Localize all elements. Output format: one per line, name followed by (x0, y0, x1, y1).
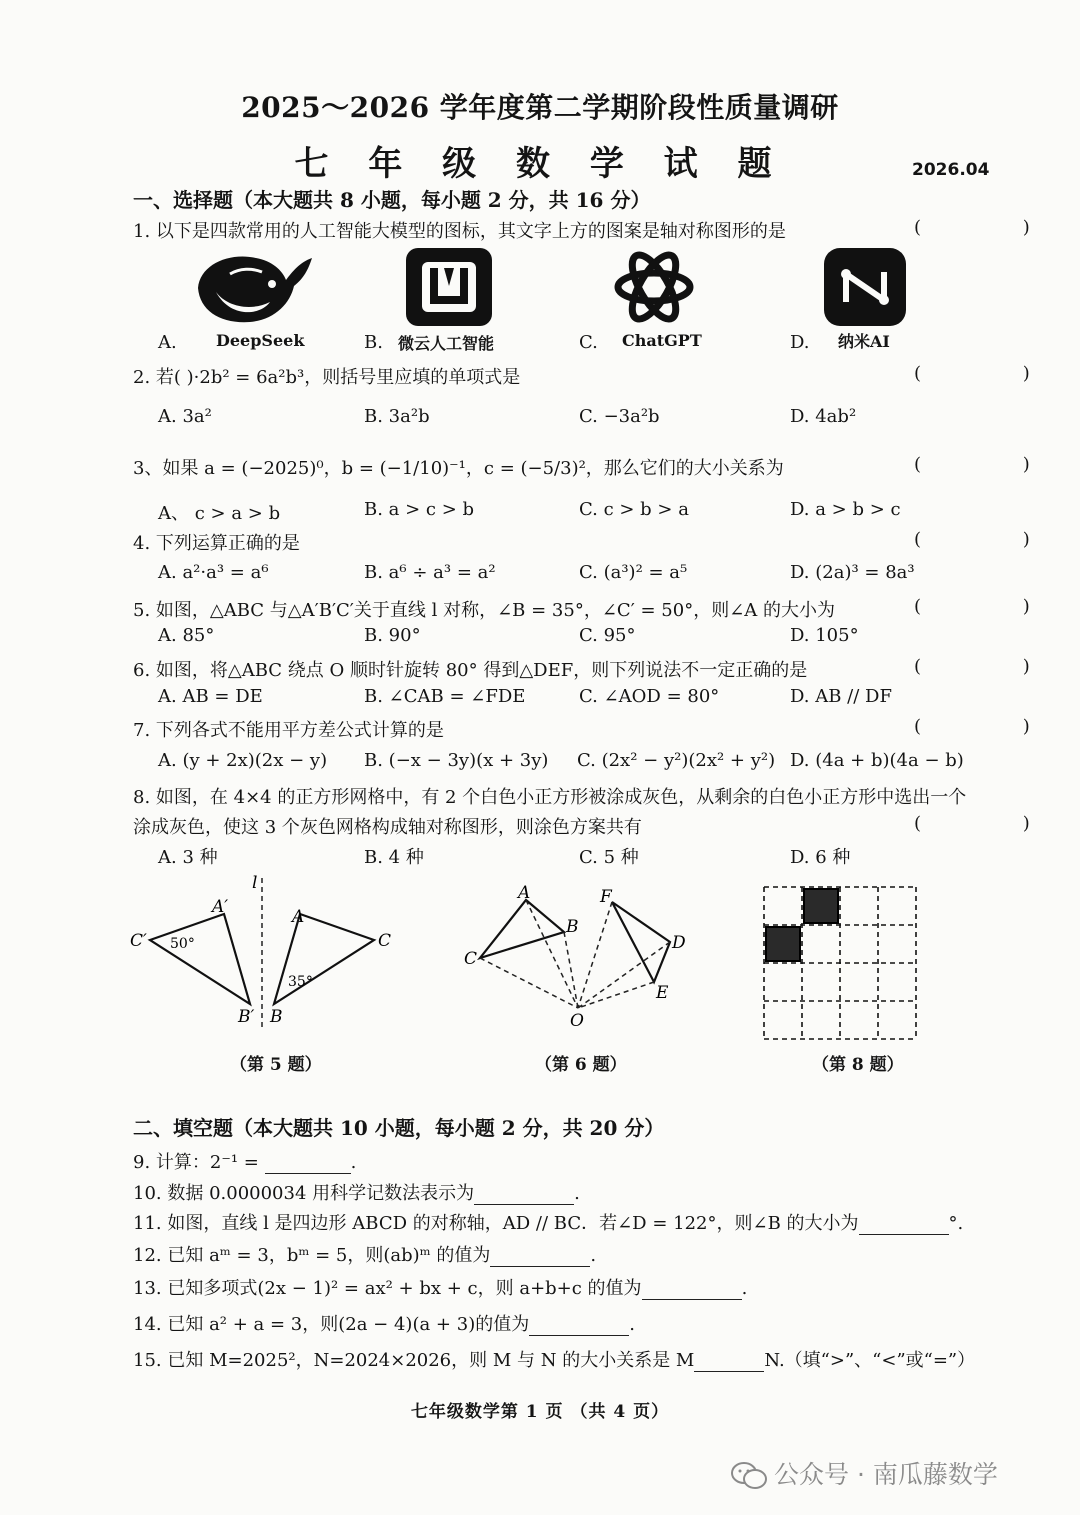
q2-option-d: D. 4ab² (790, 406, 857, 427)
shaded-cell (766, 927, 800, 961)
q12-end: . (590, 1245, 597, 1266)
q13 (133, 1274, 747, 1300)
q4-option-b: B. a⁶ ÷ a³ = a² (364, 562, 496, 583)
q5-option-d: D. 105° (790, 625, 859, 646)
q4-stem: 4. 下列运算正确的是 (133, 533, 300, 554)
figure-5-caption: （第 5 题） (230, 1055, 322, 1075)
q10-end: . (574, 1183, 580, 1204)
q12 (133, 1241, 596, 1267)
q4-option-c: C. (a³)² = a⁵ (579, 562, 688, 583)
triangle-def (612, 902, 670, 982)
label-l: l (252, 873, 258, 893)
q15-text: 15. 已知 M=2025²，N=2024×2026，则 M 与 N 的大小关系是 M (133, 1350, 695, 1371)
q3-option-c: C. c > b > a (579, 499, 689, 520)
label-f: F (600, 887, 612, 907)
label-a: A (518, 883, 531, 903)
q14-text: 14. 已知 a² + a = 3，则(2a − 4)(a + 3)的值为 (133, 1314, 530, 1335)
q8-option-a: A. 3 种 (158, 847, 218, 868)
figure-5 (128, 872, 408, 1032)
q8-option-d: D. 6 种 (790, 847, 851, 868)
label-e: E (656, 983, 669, 1003)
q5-option-c: C. 95° (579, 625, 636, 646)
q5-stem: 5. 如图，△ABC 与△A′B′C′关于直线 l 对称，∠B = 35°，∠C′ = 50°，则∠A 的大小为 (133, 600, 836, 621)
q8-stem-line2: 涂成灰色，使这 3 个灰色网格构成轴对称图形，则涂色方案共有 (133, 817, 642, 838)
q10-blank[interactable] (474, 1186, 574, 1205)
q3-answer-bracket: ( ) (914, 454, 1078, 475)
q12-blank[interactable] (490, 1248, 590, 1267)
label-a1: A′ (212, 897, 229, 917)
figure-6-caption: （第 6 题） (535, 1055, 627, 1075)
exam-subtitle: 七 年 级 数 学 试 题 (294, 144, 786, 184)
q15 (133, 1346, 975, 1372)
q8-answer-bracket: ( ) (914, 813, 1078, 834)
q3-stem: 3、如果 a = (−2025)⁰，b = (−1/10)⁻¹，c = (−5/3)²，那么它们的大小关系为 (133, 458, 784, 479)
q2-option-a: A. 3a² (158, 406, 212, 427)
q13-end: . (741, 1278, 748, 1299)
exam-date: 2026.04 (912, 160, 990, 180)
q1-option-c-letter: C. (579, 332, 598, 353)
shaded-cell (804, 889, 838, 923)
figure-8-grid (760, 884, 922, 1042)
q1-option-d-text: 纳米AI (838, 332, 890, 351)
q1-stem: 1. 以下是四款常用的人工智能大模型的图标，其文字上方的图案是轴对称图形的是 (133, 221, 786, 242)
q11 (133, 1209, 963, 1235)
q13-blank[interactable] (642, 1281, 742, 1300)
section2-heading: 二、填空题（本大题共 10 小题，每小题 2 分，共 20 分） (133, 1116, 665, 1140)
q1-option-a-letter: A. (158, 332, 177, 353)
triangle-a1b1c1 (150, 914, 250, 1004)
watermark-text: 公众号 · 南瓜藤数学 (774, 1460, 998, 1489)
q10-text: 10. 数据 0.0000034 用科学记数法表示为 (133, 1183, 475, 1204)
q4-option-d: D. (2a)³ = 8a³ (790, 562, 915, 583)
q7-answer-bracket: ( ) (914, 716, 1078, 737)
q15-end: N.（填“>”、“<”或“=”） (764, 1350, 976, 1371)
q1-option-a-text: DeepSeek (216, 331, 305, 350)
q14 (133, 1310, 635, 1336)
q6-answer-bracket: ( ) (914, 656, 1078, 677)
q9-text: 9. 计算：2⁻¹ = (133, 1152, 265, 1173)
page-footer: 七年级数学第 1 页 （共 4 页） (410, 1402, 670, 1422)
deepseek-whale-icon (190, 246, 320, 328)
wechat-icon (730, 1461, 768, 1491)
figure-6 (460, 880, 700, 1030)
q2-stem: 2. 若( )·2b² = 6a²b³，则括号里应填的单项式是 (133, 367, 521, 388)
label-b: B (566, 917, 579, 937)
q6-option-b: B. ∠CAB = ∠FDE (364, 686, 526, 707)
q14-end: . (629, 1314, 635, 1335)
q3-option-a: A、 c > a > b (158, 503, 281, 524)
q7-option-a: A. (y + 2x)(2x − y) (158, 750, 328, 771)
nami-ai-logo-icon (822, 246, 908, 328)
q1-option-d-letter: D. (790, 332, 810, 353)
q8-stem: 8. 如图，在 4×4 的正方形网格中，有 2 个白色小正方形被涂成灰色，从剩余的白色小正方形中选出一个 (133, 787, 967, 808)
q5-answer-bracket: ( ) (914, 596, 1078, 617)
q6-option-c: C. ∠AOD = 80° (579, 686, 720, 707)
watermark (730, 1455, 998, 1491)
q11-text: 11. 如图，直线 l 是四边形 ABCD 的对称轴，AD // BC．若∠D = 122°，则∠B 的大小为 (133, 1213, 859, 1234)
q4-answer-bracket: ( ) (914, 529, 1078, 550)
label-c: C (378, 931, 392, 951)
q7-stem: 7. 下列各式不能用平方差公式计算的是 (133, 720, 444, 741)
q7-option-c: C. (2x² − y²)(2x² + y²) (577, 750, 776, 771)
label-c: C (464, 949, 478, 969)
q5-option-a: A. 85° (158, 625, 215, 646)
label-a: A (292, 907, 305, 927)
q1-option-b-letter: B. (364, 332, 383, 353)
triangle-abc (274, 914, 374, 1004)
q9 (133, 1148, 356, 1174)
q8-option-b: B. 4 种 (364, 847, 424, 868)
weiyun-logo-icon (404, 246, 494, 328)
chatgpt-knot-icon (608, 246, 700, 328)
q12-text: 12. 已知 aᵐ = 3，bᵐ = 5，则(ab)ᵐ 的值为 (133, 1245, 491, 1266)
q14-blank[interactable] (529, 1317, 629, 1336)
q13-text: 13. 已知多项式(2x − 1)² = ax² + bx + c，则 a+b+c 的值为 (133, 1278, 642, 1299)
q2-option-c: C. −3a²b (579, 406, 660, 427)
q1-option-c-text: ChatGPT (622, 331, 702, 350)
label-o: O (570, 1011, 584, 1030)
label-c1: C′ (130, 931, 147, 951)
label-b: B (270, 1007, 283, 1027)
q8-option-c: C. 5 种 (579, 847, 639, 868)
q1-answer-bracket: ( ) (914, 217, 1078, 238)
q6-stem: 6. 如图，将△ABC 绕点 O 顺时针旋转 80° 得到△DEF，则下列说法不一定正确的是 (133, 660, 808, 681)
triangle-abc (480, 900, 564, 958)
q6-option-a: A. AB = DE (158, 686, 263, 707)
figure-8-caption: （第 8 题） (812, 1055, 904, 1075)
angle-35: 35° (288, 974, 313, 990)
q7-option-b: B. (−x − 3y)(x + 3y) (364, 750, 549, 771)
q10 (133, 1179, 580, 1205)
q15-blank[interactable] (694, 1353, 764, 1372)
q1-option-b-text: 微云人工智能 (398, 334, 495, 353)
angle-50: 50° (170, 936, 195, 952)
q5-option-b: B. 90° (364, 625, 421, 646)
q3-option-d: D. a > b > c (790, 499, 901, 520)
label-d: D (672, 933, 686, 953)
q6-option-d: D. AB // DF (790, 686, 892, 707)
q4-option-a: A. a²·a³ = a⁶ (158, 562, 269, 583)
q7-option-d: D. (4a + b)(4a − b) (790, 750, 964, 771)
section1-heading: 一、选择题（本大题共 8 小题，每小题 2 分，共 16 分） (133, 188, 651, 212)
q9-end: . (350, 1152, 357, 1173)
q3-option-b: B. a > c > b (364, 499, 475, 520)
q11-end: °. (948, 1213, 964, 1234)
q2-answer-bracket: ( ) (914, 363, 1078, 384)
q2-option-b: B. 3a²b (364, 406, 430, 427)
q11-blank[interactable] (859, 1216, 949, 1235)
exam-title: 2025～2026 学年度第二学期阶段性质量调研 (241, 91, 839, 124)
label-b1: B′ (238, 1007, 255, 1027)
q9-blank[interactable] (265, 1155, 351, 1174)
